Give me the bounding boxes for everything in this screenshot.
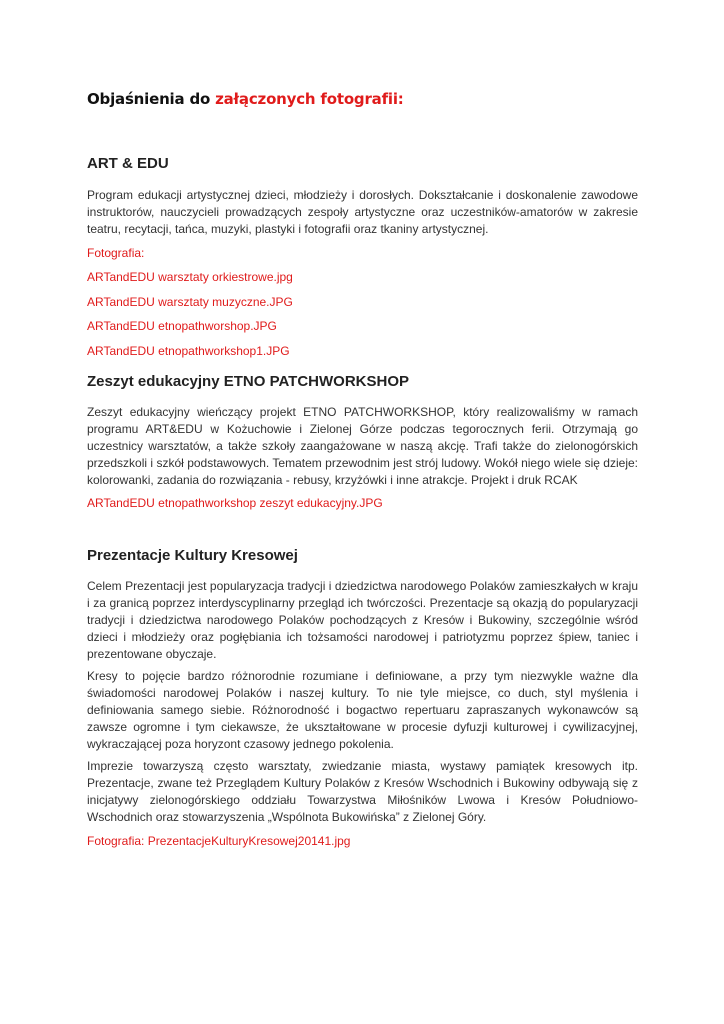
document-title (87, 90, 404, 108)
paragraph-kresy-1: Celem Prezentacji jest popularyzacja tradycji i dziedzictwa narodowego Polaków zamieszkałych w kraju i za granicą poprzez interdyscyplinarny przegląd ich twórczości. Prezentacje są okazją do popularyzacji tradycji i dziedzictwa narodowego Polaków pochodzących z Kresów i Bukowiny, szczególnie wśród dzieci i młodzieży oraz pogłębiania ich tożsamości narodowej i patriotyzmu poprzez śpiew, taniec i prezentowane obyczaje. (87, 579, 638, 661)
paragraph-kresy-3: Imprezie towarzyszą często warsztaty, zwiedzanie miasta, wystawy pamiątek kresowych itp. Prezentacje, zwane też Przeglądem Kultury Polaków z Kresów Wschodnich i Bukowiny odbywają się z inicjatywy zielonogórskiego oddziału Towarzystwa Miłośników Lwowa i Kresów Południowo-Wschodnich oraz stowarzyszenia „Wspólnota Bukowińska” z Zielonej Góry. (87, 759, 638, 824)
document-title-prefix: Objaśnienia do (87, 90, 216, 108)
section-heading-art-edu: ART & EDU (87, 155, 169, 172)
file-link-art-edu-2[interactable]: ARTandEDU warsztaty muzyczne.JPG (87, 295, 293, 309)
paragraph-zeszyt: Zeszyt edukacyjny wieńczący projekt ETNO PATCHWORKSHOP, który realizowaliśmy w ramach programu ART&EDU w Kożuchowie i Zielonej Górze podczas tegorocznych ferii. Otrzymają go uczestnicy warsztatów, a także szkoły zaangażowane w naszą akcję. Trafi także do zielonogórskich przedszkoli i szkół podstawowych. Tematem przewodnim jest strój ludowy. Wokół niego wiele się dzieje: kolorowanki, zadania do rozwiązania - rebusy, krzyżówki i inne atrakcje. Projekt i druk RCAK (87, 405, 638, 487)
file-link-art-edu-4[interactable]: ARTandEDU etnopathworkshop1.JPG (87, 344, 290, 358)
file-link-zeszyt[interactable]: ARTandEDU etnopathworkshop zeszyt edukacyjny.JPG (87, 496, 383, 510)
file-link-art-edu-3[interactable]: ARTandEDU etnopathworshop.JPG (87, 319, 277, 333)
section-heading-zeszyt: Zeszyt edukacyjny ETNO PATCHWORKSHOP (87, 373, 410, 390)
paragraph-art-edu: Program edukacji artystycznej dzieci, młodzieży i dorosłych. Dokształcanie i doskonalenie zawodowe instruktorów, nauczycieli prowadzących zespoły artystyczne oraz uczestników-amatorów w zakresie teatru, recytacji, tańca, muzyki, plastyki i fotografii oraz tkaniny artystycznej. (87, 188, 638, 236)
paragraph-kresy-2: Kresy to pojęcie bardzo różnorodnie rozumiane i definiowane, a przy tym niezwykle ważne dla świadomości narodowej Polaków i naszej kultury. To nie tyle miejsce, co duch, styl myślenia i definiowania samego siebie. Różnorodność i bogactwo repertuaru zapraszanych wykonawców są zawsze ogromne i tym ciekawsze, że ukształtowane w procesie dyfuzji kulturowej i cywilizacyjnej, wykraczającej poza horyzont czasowy jednego pokolenia. (87, 669, 638, 751)
section-heading-kresy: Prezentacje Kultury Kresowej (87, 547, 298, 564)
file-link-art-edu-1[interactable]: ARTandEDU warsztaty orkiestrowe.jpg (87, 270, 293, 284)
photo-label-art-edu: Fotografia: (87, 246, 145, 260)
document-title-highlight: załączonych fotografii: (215, 90, 404, 108)
file-link-kresy[interactable]: Fotografia: PrezentacjeKulturyKresowej20141.jpg (87, 834, 351, 848)
